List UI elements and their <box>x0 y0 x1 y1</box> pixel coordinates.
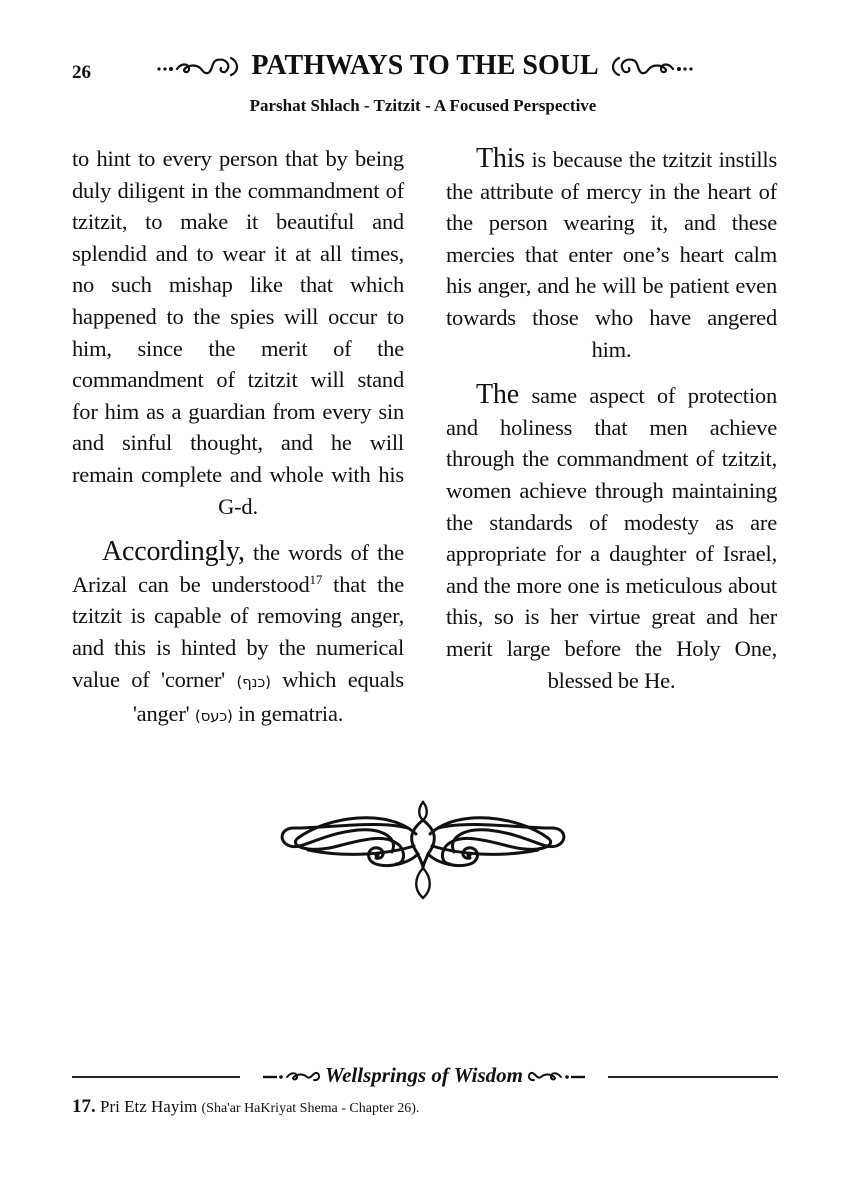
running-title-text: PATHWAYS TO THE SOUL <box>251 50 599 81</box>
paragraph-text: which equals 'anger' <box>132 666 404 727</box>
footer-section-title <box>240 1063 608 1088</box>
footnote-number: 17. <box>72 1096 96 1117</box>
calligraphic-flourish-divider-icon <box>268 798 578 902</box>
paragraph-lead-word: Accordingly, <box>102 536 245 568</box>
footer-divider <box>72 1063 778 1098</box>
running-title <box>130 50 720 82</box>
scroll-flourish-left-icon <box>155 54 245 78</box>
paragraph-text: the words of the Arizal can be understood <box>72 540 404 597</box>
footer-rule-line-right <box>608 1076 778 1078</box>
paragraph <box>446 143 777 365</box>
footnote <box>72 1096 419 1118</box>
hebrew-word-corner: (כנף) <box>236 672 271 691</box>
footer-section-title-text: Wellsprings of Wisdom <box>325 1063 523 1087</box>
scroll-flourish-right-icon <box>527 1068 585 1084</box>
paragraph-text: same aspect of protection and holiness that men achieve through the commandment of tzitzit, women achieve through maintaining the standards of modesty as are appropriate for a daughter of Israel, and the more one is meticulous about this, so is her virtue great and her merit large before the Holy One, blessed be He. <box>446 383 777 693</box>
paragraph-lead-word: This <box>476 143 525 174</box>
chapter-subtitle: Parshat Shlach - Tzitzit - A Focused Perspective <box>249 96 597 115</box>
right-column <box>446 143 777 710</box>
hebrew-word-anger: (כעס) <box>194 707 233 726</box>
footnote-reference[interactable]: 17 <box>309 571 323 587</box>
paragraph-text: in gematria. <box>232 701 344 727</box>
footnote-source: Pri Etz Hayim <box>100 1097 198 1116</box>
left-column <box>72 143 404 747</box>
footnote-detail: (Sha'ar HaKriyat Shema - Chapter 26). <box>201 1101 420 1116</box>
paragraph <box>72 536 404 733</box>
paragraph <box>446 379 777 696</box>
paragraph-text: to hint to every person that by being duly diligent in the commandment of tzitzit, to make it beautiful and splendid and to wear it at all times, no such mishap like that which happened to the spies will occur to him, since the merit of the commandment of tzitzit will stand for him as a guardian from every sin and sinful thought, and he will remain complete and whole with his G-d. <box>72 146 404 519</box>
footer-rule-line-left <box>72 1076 240 1078</box>
paragraph-lead-word: The <box>476 379 519 411</box>
scroll-flourish-right-icon <box>605 54 695 78</box>
page-number: 26 <box>72 62 91 83</box>
paragraph <box>72 143 404 522</box>
paragraph-text: that the tzitzit is capable of removing anger, and this is hinted by the numerical value of 'corner' <box>72 571 404 692</box>
scroll-flourish-left-icon <box>263 1068 321 1084</box>
paragraph-text: is because the tzitzit instills the attribute of mercy in the heart of the person wearing it, and these mercies that enter one’s heart calm his anger, and he will be patient even towards those who have angered him. <box>446 147 777 362</box>
